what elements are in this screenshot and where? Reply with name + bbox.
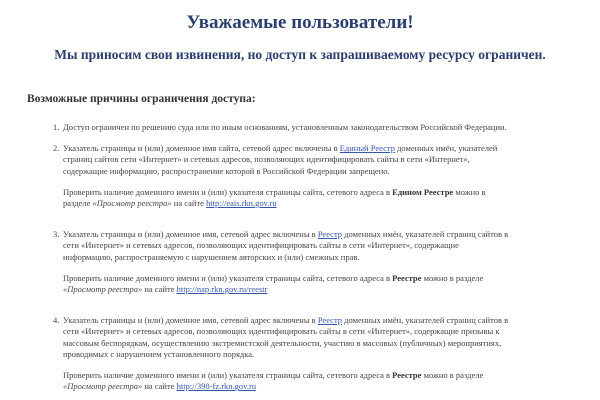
reason-text	[63, 315, 509, 360]
eais-site-link[interactable]: http://eais.rkn.gov.ru	[206, 198, 277, 209]
check-text-before: Проверить наличие доменного имени и (или) указателя страницы сайта, сетевого адреса в	[63, 370, 393, 381]
reasons-heading: Возможные причины ограничения доступа:	[27, 93, 256, 105]
check-text-before: Проверить наличие доменного имени и (или) указателя страницы сайта, сетевого адреса в	[63, 272, 393, 283]
reason-text-before: Указатель страницы и (или) доменное имя, сетевой адрес включены в	[63, 229, 318, 240]
unified-registry-link[interactable]: Единый Реестр	[339, 143, 395, 154]
reason-number: 3.	[53, 229, 60, 240]
reason-text	[63, 143, 509, 177]
check-section-name: «Просмотр реестра»	[92, 198, 172, 209]
reason-number: 2.	[53, 143, 60, 154]
check-site-text: на сайте	[171, 198, 207, 209]
check-registry-name: Реестре	[392, 370, 422, 381]
check-site-text: на сайте	[142, 284, 177, 295]
registry-link[interactable]: Реестр	[317, 315, 343, 326]
page-title: Уважаемые пользователи!	[186, 12, 414, 33]
list-item	[53, 315, 509, 392]
check-section-name: «Просмотр реестра»	[63, 284, 143, 295]
reason-number: 4.	[53, 315, 60, 326]
check-text-middle: можно в разделе	[421, 272, 484, 283]
398fz-site-link[interactable]: http://398-fz.rkn.gov.ru	[176, 381, 257, 392]
reason-text-after: доменных имён, указателей страниц сайтов в сети «Интернет» и сетевых адресов, позволяющих идентифицировать сайты в сети «Интернет», содержащие призывы к массовым беспорядкам, осуществлению экстремистской деятельности, участию в массовых (публичных) мероприятиях, проводимых с нарушением установленного порядка.	[63, 315, 509, 359]
page-subtitle: Мы приносим свои извинения, но доступ к запрашиваемому ресурсу ограничен.	[54, 47, 546, 62]
reason-number: 1.	[53, 122, 60, 132]
list-item	[53, 122, 509, 133]
list-item	[53, 143, 509, 209]
check-section-name: «Просмотр реестра»	[63, 381, 143, 392]
registry-link[interactable]: Реестр	[317, 229, 343, 240]
list-item	[53, 229, 509, 295]
registry-check-text	[63, 370, 509, 392]
registry-check-text	[63, 187, 509, 209]
check-text-before: Проверить наличие доменного имени и (или) указателя страницы сайта, сетевого адреса в	[63, 186, 393, 197]
reason-text-after: доменных имён, указателей страниц сайтов в сети «Интернет» и сетевых адресов, позволяющих идентифицировать сайты в сети «Интернет», содержащие информацию, распространяемую с нарушением авторских и (или) смежных прав.	[63, 229, 509, 262]
reason-text	[63, 229, 509, 263]
check-text-middle: можно в разделе	[421, 370, 484, 381]
registry-check-text	[63, 273, 509, 295]
check-registry-name: Едином Реестре	[392, 186, 454, 197]
reason-text-content: Доступ ограничен по решению суда или по иным основаниям, установленным законодательством Российской Федерации.	[63, 122, 507, 132]
check-registry-name: Реестре	[392, 272, 422, 283]
reason-text-before: Указатель страницы и (или) доменное имя, сетевой адрес включены в	[63, 315, 318, 326]
reason-text-before: Указатель страницы и (или) доменное имя сайта, сетевой адрес включены в	[63, 143, 340, 154]
reason-text	[63, 122, 509, 133]
reason-text-after: доменных имён, указателей страниц сайтов сети «Интернет» и сетевых адресов, позволяющих идентифицировать сайты в сети «Интернет», содержащие информацию, распространение которой в Российской Федерации запрещено.	[63, 143, 498, 176]
nap-site-link[interactable]: http://nap.rkn.gov.ru/reestr	[176, 284, 268, 295]
check-site-text: на сайте	[142, 381, 177, 392]
reasons-list	[53, 122, 509, 392]
check-text-middle: можно в разделе	[63, 186, 486, 209]
